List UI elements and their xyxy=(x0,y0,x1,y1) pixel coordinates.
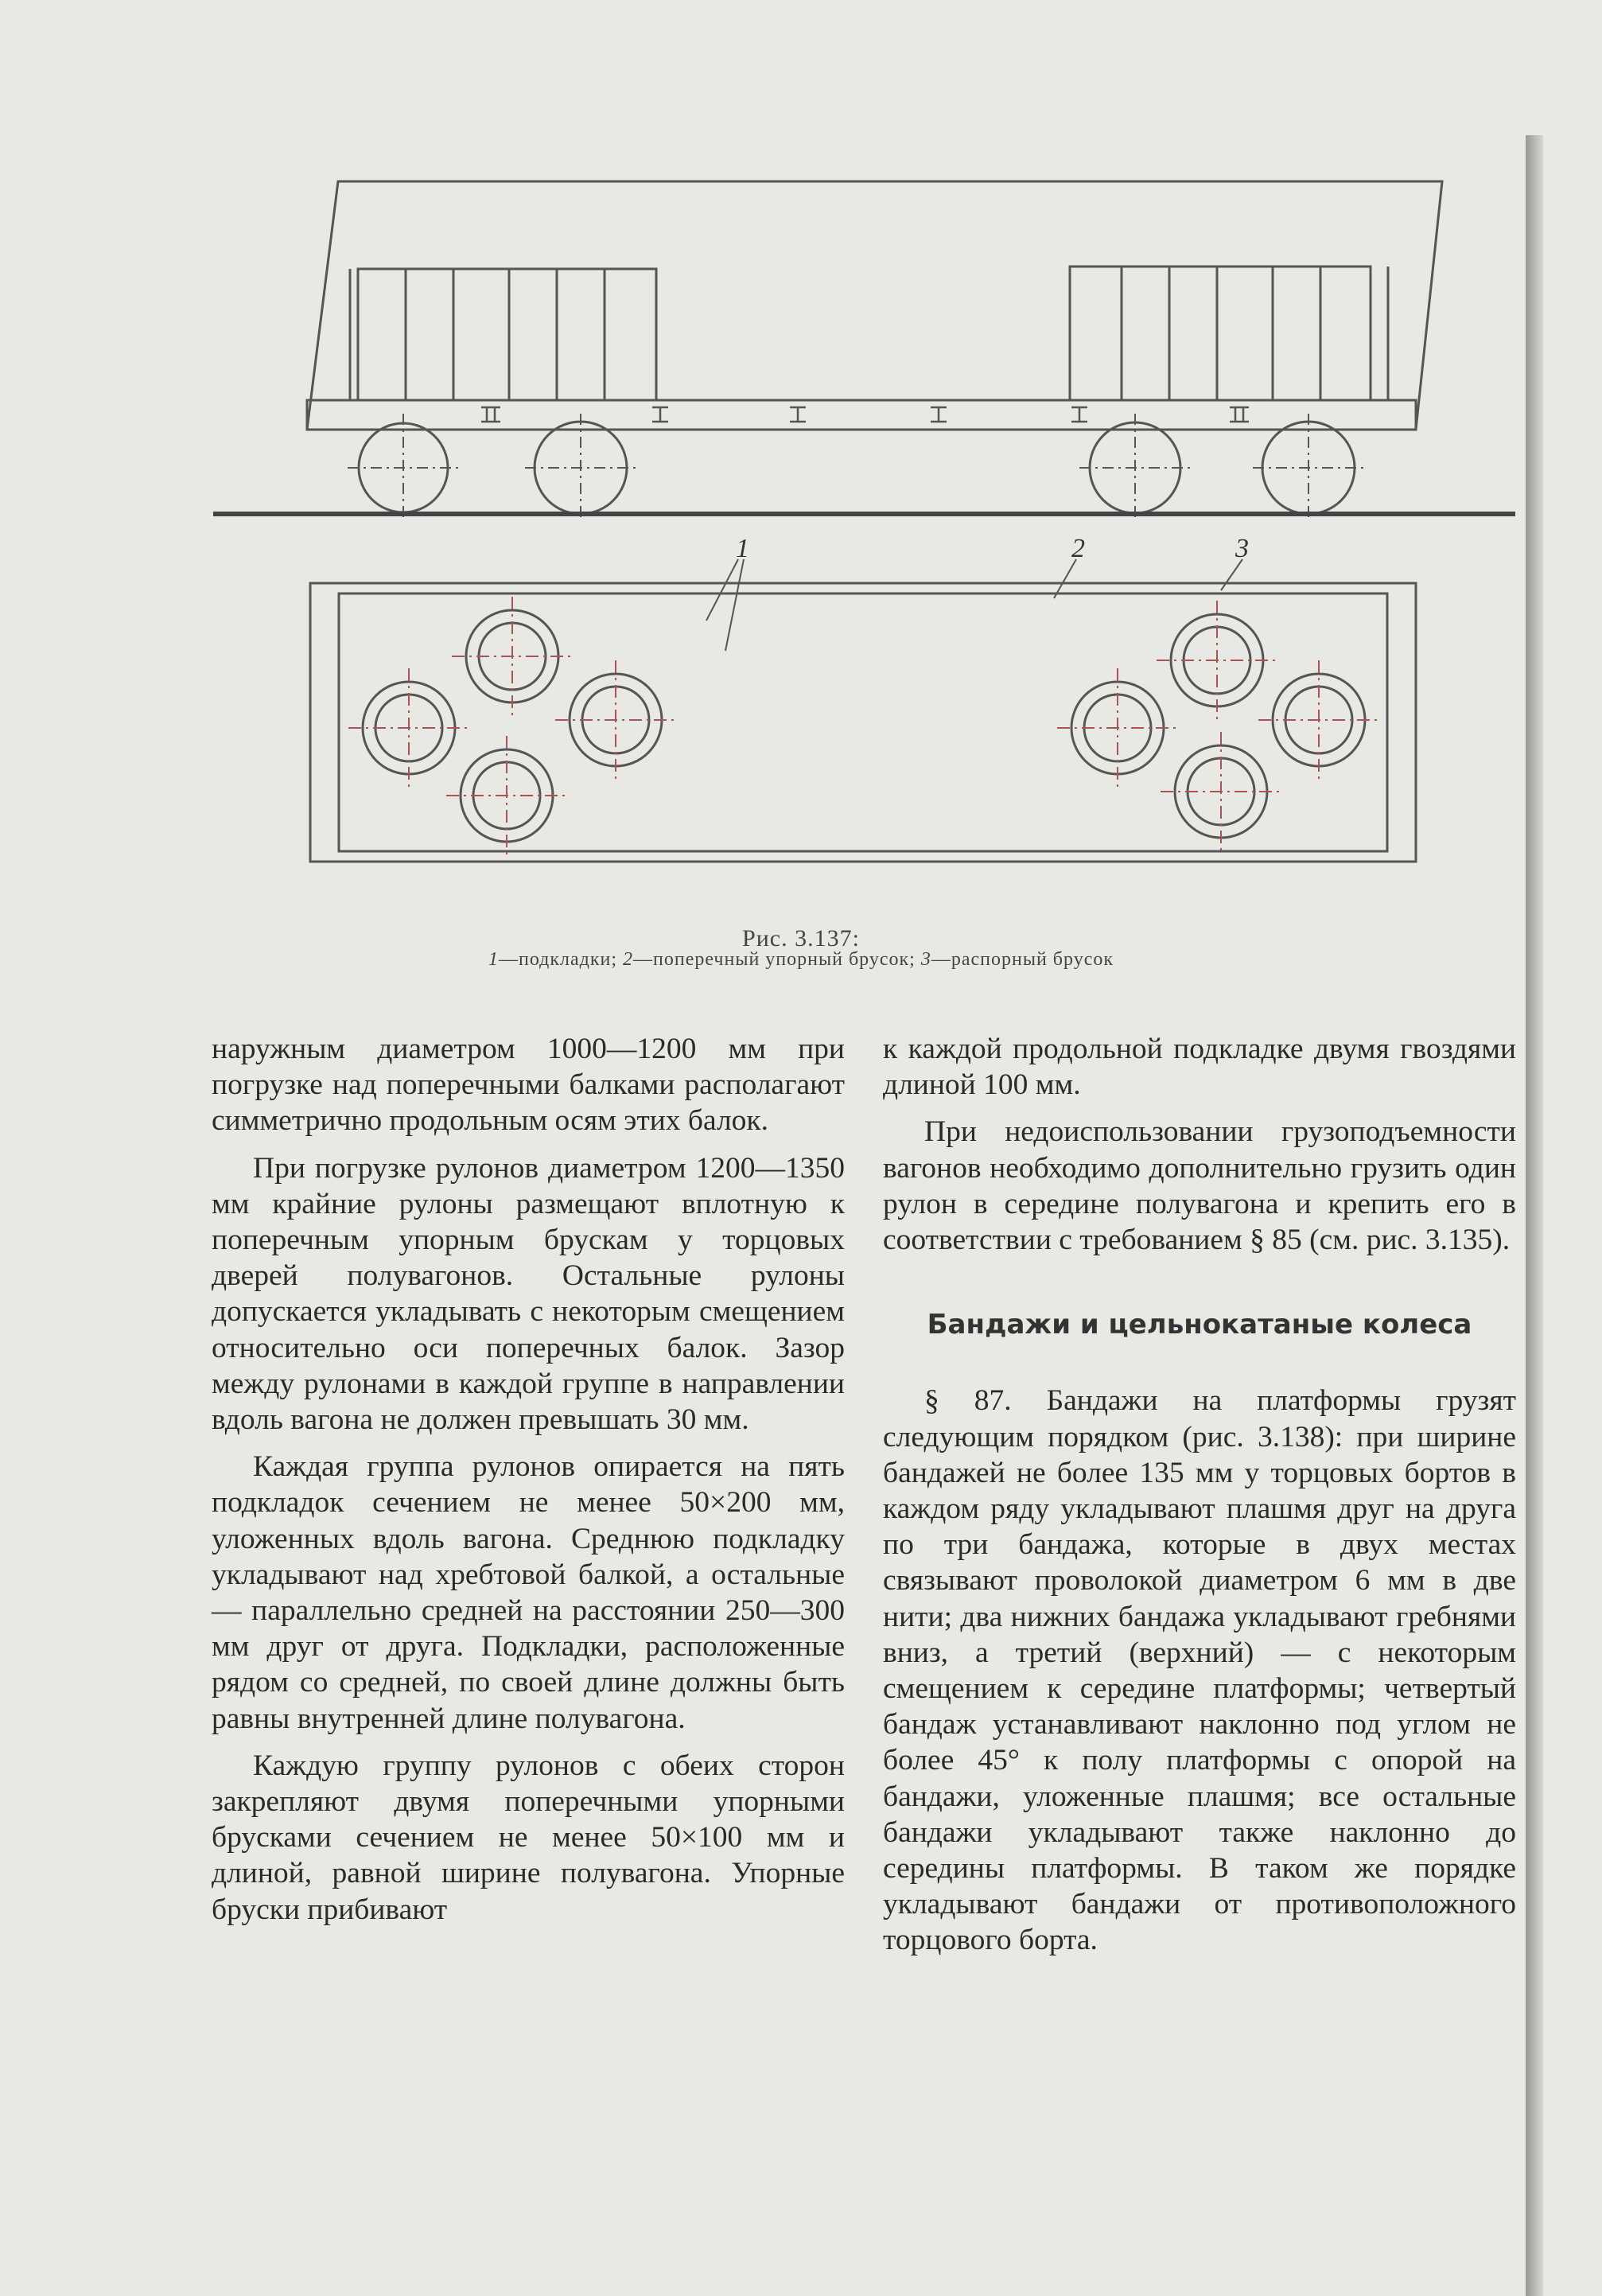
paragraph: При недоиспользовании грузоподъемности вагонов необходимо дополнительно грузить один рулон в середине полувагона и крепить его в соответствии с требованием § 85 (см. рис. 3.135). xyxy=(883,1115,1516,1257)
wheel-set xyxy=(359,422,1355,514)
legend-num-2: 2 xyxy=(623,949,634,970)
railcar-loading-diagram xyxy=(0,0,1602,907)
legend-text-2: —поперечный упорный брусок; xyxy=(633,949,921,970)
floor-beam-markers xyxy=(481,407,1249,422)
section-heading: Бандажи и цельнокатаные колеса xyxy=(927,1309,1472,1341)
figure-label-1: 1 xyxy=(736,534,749,563)
plan-outer-frame xyxy=(310,583,1416,862)
legend-num-1: 1 xyxy=(488,949,499,970)
paragraph: к каждой продольной подкладке двумя гвоздями длиной 100 мм. xyxy=(883,1033,1516,1102)
figure-label-3: 3 xyxy=(1235,534,1249,563)
right-text-column xyxy=(883,1031,1516,1959)
coils-right-group xyxy=(1071,614,1365,838)
legend-text-3: —распорный брусок xyxy=(931,949,1114,970)
figure-caption-legend xyxy=(0,949,1602,971)
paragraph: наружным диаметром 1000—1200 мм при погрузке над поперечными балками располагают симметрично продольным осям этих балок. xyxy=(212,1033,845,1138)
plan-inner-frame xyxy=(339,593,1387,851)
paragraph: При погрузке рулонов диаметром 1200—1350 мм крайние рулоны размещают вплотную к поперечным упорным брускам у торцовых дверей полувагонов. Остальные рулоны допускается укладывать с некоторым смещением относительно оси поперечных балок. Зазор между рулонами в каждой группе в направлении вдоль вагона не должен превышать 30 мм. xyxy=(212,1151,845,1437)
leader-1b xyxy=(725,559,744,651)
coil-stack-right xyxy=(1070,267,1388,400)
paragraph: Каждая группа рулонов опирается на пять подкладок сечением не менее 50×200 мм, уложенных вдоль вагона. Среднюю подкладку укладывают над хребтовой балкой, а остальные — параллельно средней на расстоянии 250—300 мм друг от друга. Подкладки, расположенные рядом со средней, по своей длине должны быть равны внутренней длине полувагона. xyxy=(212,1450,845,1735)
car-floor-frame xyxy=(307,400,1416,430)
figure-caption-title: Рис. 3.137: xyxy=(742,925,860,951)
leader-3 xyxy=(1221,559,1242,590)
figure-label-2: 2 xyxy=(1071,534,1085,563)
legend-text-1: —подкладки; xyxy=(498,949,624,970)
left-text-column xyxy=(212,1031,845,1928)
legend-num-3: 3 xyxy=(920,949,931,970)
paragraph: § 87. Бандажи на платформы грузят следующим порядком (рис. 3.138): при ширине бандажей не более 135 мм у торцовых бортов в каждом ряду укладывают плашмя друг на друга по три бандажа, которые в двух местах связывают проволокой диаметром 6 мм в две нити; два нижних бандажа укладывают гребнями вниз, а третий (верхний) — с некоторым смещением к середине платформы; четвертый бандаж устанавливают наклонно под углом не более 45° к полу платформы с опорой на бандажи, уложенные плашмя; все остальные бандажи укладывают также наклонно до середины платформы. В таком же порядке укладывают бандажи от противоположного торцового борта. xyxy=(883,1384,1516,1957)
paragraph: Каждую группу рулонов с обеих сторон закрепляют двумя поперечными упорными брусками сечением не менее 50×100 мм и длиной, равной ширине полувагона. Упорные бруски прибивают xyxy=(212,1749,845,1926)
coil-centerlines xyxy=(348,597,1379,855)
coils-left-group xyxy=(363,610,662,842)
coil-stack-left xyxy=(350,269,656,400)
